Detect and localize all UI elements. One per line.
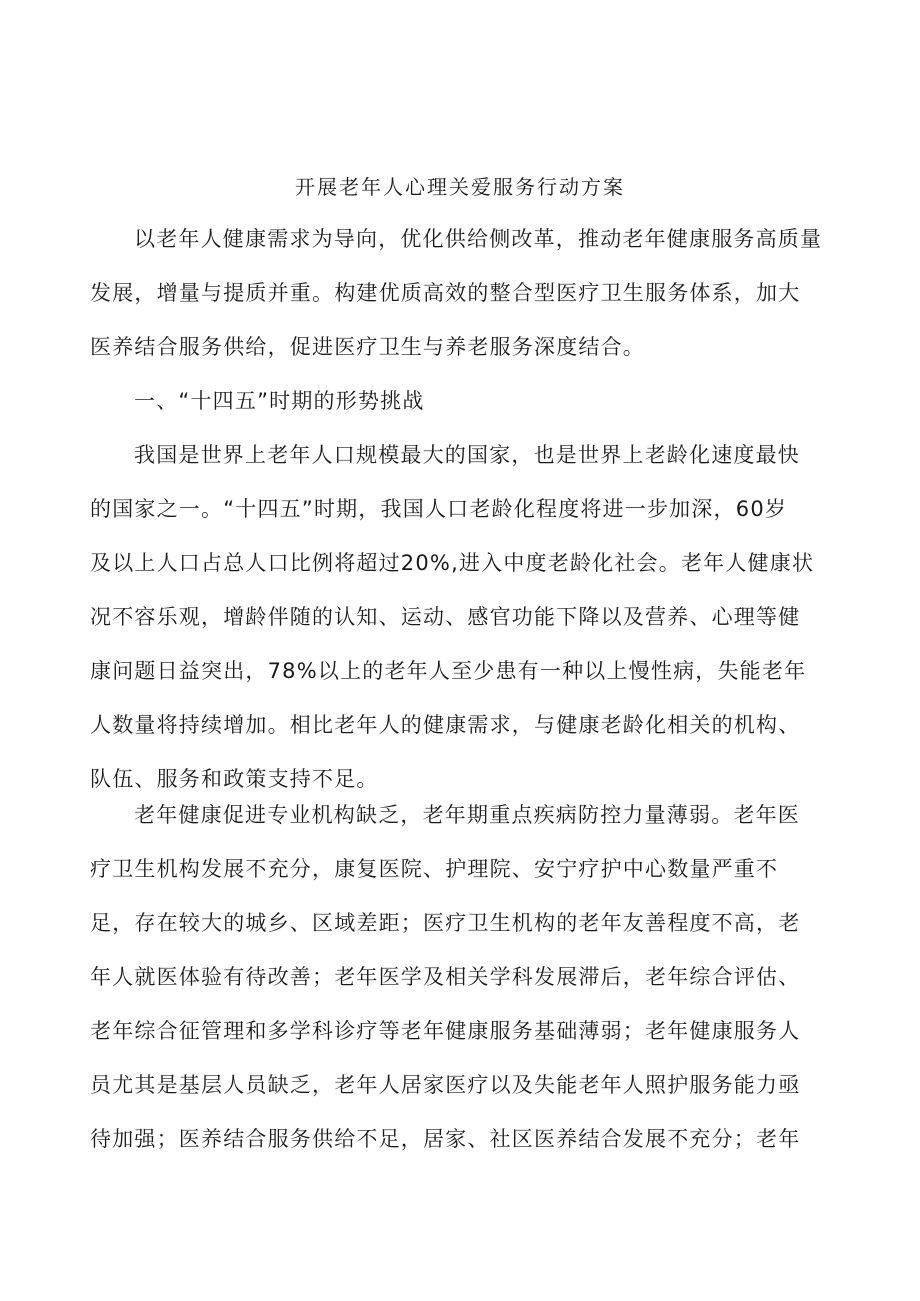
paragraph-line: 待加强；医养结合服务供给不足，居家、社区医养结合发展不充分；老年 <box>90 1127 801 1151</box>
paragraph-line: 疗卫生机构发展不充分，康复医院、护理院、安宁疗护中心数量严重不 <box>90 857 779 881</box>
document-title: 开展老年人心理关爱服务行动方案 <box>295 175 625 199</box>
paragraph-line: 人数量将持续增加。相比老年人的健康需求，与健康老龄化相关的机构、 <box>90 713 801 737</box>
paragraph-line: 我国是世界上老年人口规模最大的国家，也是世界上老龄化速度最快 <box>134 443 800 467</box>
situation-paragraph <box>90 428 835 806</box>
paragraph-line: 老年健康促进专业机构缺乏，老年期重点疾病防控力量薄弱。老年医 <box>134 803 800 827</box>
section-heading <box>90 374 835 428</box>
paragraph-line: 发展，增量与提质并重。构建优质高效的整合型医疗卫生服务体系，加大 <box>90 281 801 305</box>
paragraph-line: 医养结合服务供给，促进医疗卫生与养老服务深度结合。 <box>90 335 645 359</box>
paragraph-line: 年人就医体验有待改善；老年医学及相关学科发展滞后，老年综合评估、 <box>90 965 801 989</box>
paragraph-line: 老年综合征管理和多学科诊疗等老年健康服务基础薄弱；老年健康服务人 <box>90 1019 801 1043</box>
paragraph-line: 足，存在较大的城乡、区域差距；医疗卫生机构的老年友善程度不高，老 <box>90 911 801 935</box>
paragraph-line: 队伍、服务和政策支持不足。 <box>90 767 379 791</box>
paragraph-line: 员尤其是基层人员缺乏，老年人居家医疗以及失能老年人照护服务能力亟 <box>90 1073 801 1097</box>
section-heading-text: 一、“十四五”时期的形势挑战 <box>134 389 425 413</box>
intro-paragraph <box>90 212 835 374</box>
paragraph-line: 况不容乐观，增龄伴随的认知、运动、感官功能下降以及营养、心理等健 <box>90 605 801 629</box>
paragraph-line: 的国家之一。“十四五”时期，我国人口老龄化程度将进一步加深，60岁 <box>90 497 788 521</box>
paragraph-line: 以老年人健康需求为导向，优化供给侧改革，推动老年健康服务高质量 <box>134 227 823 251</box>
paragraph-line: 康问题日益突出，78%以上的老年人至少患有一种以上慢性病，失能老年 <box>90 659 807 683</box>
paragraph-line: 及以上人口占总人口比例将超过20%,进入中度老龄化社会。老年人健康状 <box>90 551 815 575</box>
challenges-paragraph <box>90 788 835 1166</box>
